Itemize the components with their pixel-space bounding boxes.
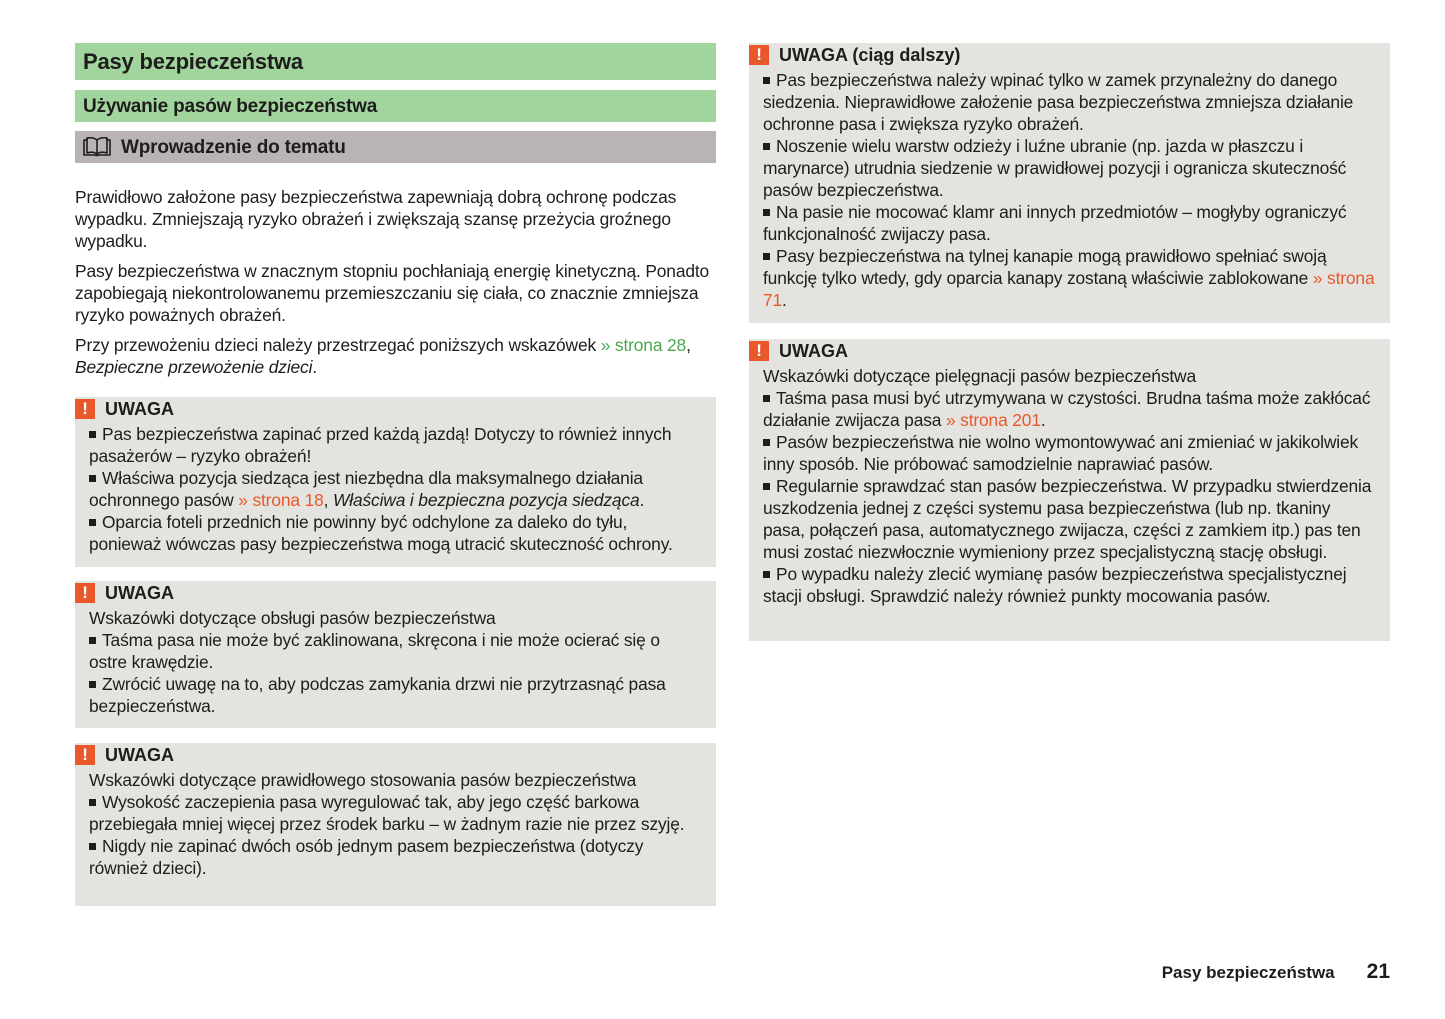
left-column — [75, 43, 716, 386]
warning-subtitle: Wskazówki dotyczące obsługi pasów bezpieczeństwa — [89, 608, 496, 628]
page-link[interactable]: » strona 71 — [763, 268, 1375, 310]
warning-bullet: Pas bezpieczeństwa należy wpinać tylko w zamek przynależny do danego siedzenia. Nieprawidłowe założenie pasa bezpieczeństwa zmniejsza działanie ochronne pasa i zwiększa ryzyko obrażeń. — [763, 69, 1376, 135]
page-link[interactable]: » strona 201 — [945, 410, 1041, 430]
warning-bullet: Pasów bezpieczeństwa nie wolno wymontowywać ani zmieniać w jakikolwiek inny sposób. Nie próbować samodzielnie naprawiać pasów. — [763, 431, 1376, 475]
warning-header — [75, 581, 702, 605]
warning-box — [75, 743, 716, 906]
page-link[interactable]: » strona 18 — [238, 490, 324, 510]
link-target-title: Właściwa i bezpieczna pozycja siedząca — [333, 490, 640, 510]
warning-header — [75, 397, 702, 421]
warning-title: UWAGA — [779, 341, 848, 361]
page-footer — [1100, 960, 1390, 984]
warning-bullet: Nigdy nie zapinać dwóch osób jednym pasem bezpieczeństwa (dotyczy również dzieci). — [89, 835, 702, 879]
subsection-title — [75, 131, 716, 163]
warning-title: UWAGA — [105, 745, 174, 765]
warning-icon: ! — [749, 45, 769, 65]
warning-box-continued — [749, 43, 1390, 323]
warning-title: UWAGA (ciąg dalszy) — [779, 45, 961, 65]
warning-bullet: Pas bezpieczeństwa zapinać przed każdą jazdą! Dotyczy to również innych pasażerów – ryzyko obrażeń! — [89, 423, 702, 467]
warning-bullet: Pasy bezpieczeństwa na tylnej kanapie mogą prawidłowo spełniać swoją funkcję tylko wtedy, gdy oparcia kanapy zostaną właściwie zablokowane » strona 71. — [763, 246, 1375, 310]
warning-subtitle: Wskazówki dotyczące pielęgnacji pasów bezpieczeństwa — [763, 366, 1196, 386]
warning-icon: ! — [75, 583, 95, 603]
warning-icon: ! — [75, 745, 95, 765]
warning-bullet: Regularnie sprawdzać stan pasów bezpieczeństwa. W przypadku stwierdzenia uszkodzenia jednej z części systemu pasa bezpieczeństwa (lub np. tkaniny pasa, połączeń pasa, automatycznego zwijacza, części z zamkiem itp.) pas ten musi zostać niezwłocznie wymieniony przez specjalistyczną stację obsługi. — [763, 475, 1376, 563]
footer-section-title: Pasy bezpieczeństwa — [1161, 963, 1335, 982]
warning-box — [75, 397, 716, 567]
page-link[interactable]: » strona 28 — [600, 335, 687, 355]
warning-bullet: Taśma pasa musi być utrzymywana w czystości. Brudna taśma może zakłócać działanie zwijacza pasa » strona 201. — [763, 387, 1376, 431]
intro-paragraph: Przy przewożeniu dzieci należy przestrzegać poniższych wskazówek » strona 28, Bezpieczne przewożenie dzieci. — [75, 335, 691, 377]
page-number: 21 — [1366, 960, 1390, 983]
warning-subtitle: Wskazówki dotyczące prawidłowego stosowania pasów bezpieczeństwa — [89, 770, 637, 790]
warning-icon: ! — [749, 341, 769, 361]
warning-bullet: Na pasie nie mocować klamr ani innych przedmiotów – mogłyby ograniczyć funkcjonalność zwijaczy pasa. — [763, 201, 1376, 245]
section-title: Używanie pasów bezpieczeństwa — [75, 90, 716, 122]
warning-icon: ! — [75, 399, 95, 419]
warning-header — [749, 43, 1376, 67]
warning-bullet: Właściwa pozycja siedząca jest niezbędna dla maksymalnego działania ochronnego pasów » strona 18, Właściwa i bezpieczna pozycja siedząca. — [89, 467, 702, 511]
warning-header — [75, 743, 702, 767]
warning-title: UWAGA — [105, 399, 174, 419]
intro-paragraph: Prawidłowo założone pasy bezpieczeństwa zapewniają dobrą ochronę podczas wypadku. Zmniejszają ryzyko obrażeń i zwiększają szansę przeżycia groźnego wypadku. — [75, 187, 677, 251]
warning-bullet: Oparcia foteli przednich nie powinny być odchylone za daleko do tyłu, ponieważ wówczas pasy bezpieczeństwa mogą utracić skuteczność ochrony. — [89, 511, 702, 555]
intro-text — [75, 186, 716, 378]
warning-box — [749, 339, 1390, 641]
intro-paragraph: Pasy bezpieczeństwa w znacznym stopniu pochłaniają energię kinetyczną. Ponadto zapobiegają niekontrolowanemu przemieszczaniu się ciała, co znacznie zmniejsza ryzyko poważnych obrażeń. — [75, 261, 710, 325]
warning-box — [75, 581, 716, 728]
warning-bullet: Zwrócić uwagę na to, aby podczas zamykania drzwi nie przytrzasnąć pasa bezpieczeństwa. — [89, 673, 702, 717]
warning-bullet: Po wypadku należy zlecić wymianę pasów bezpieczeństwa specjalistycznej stacji obsługi. Sprawdzić należy również punkty mocowania pasów. — [763, 563, 1376, 607]
link-target-title: Bezpieczne przewożenie dzieci — [75, 357, 313, 377]
warning-header — [749, 339, 1376, 363]
warning-bullet: Taśma pasa nie może być zaklinowana, skręcona i nie może ocierać się o ostre krawędzie. — [89, 629, 702, 673]
warning-bullet: Noszenie wielu warstw odzieży i luźne ubranie (np. jazda w płaszczu i marynarce) utrudnia siedzenie w prawidłowej pozycji i ogranicza skuteczność pasów bezpieczeństwa. — [763, 135, 1376, 201]
warning-title: UWAGA — [105, 583, 174, 603]
warning-bullet: Wysokość zaczepienia pasa wyregulować tak, aby jego część barkowa przebiegała mniej więcej przez środek barku – w żadnym razie nie przez szyję. — [89, 791, 702, 835]
book-icon — [83, 137, 111, 157]
subsection-title-label: Wprowadzenie do tematu — [121, 136, 346, 158]
chapter-title: Pasy bezpieczeństwa — [75, 43, 716, 80]
